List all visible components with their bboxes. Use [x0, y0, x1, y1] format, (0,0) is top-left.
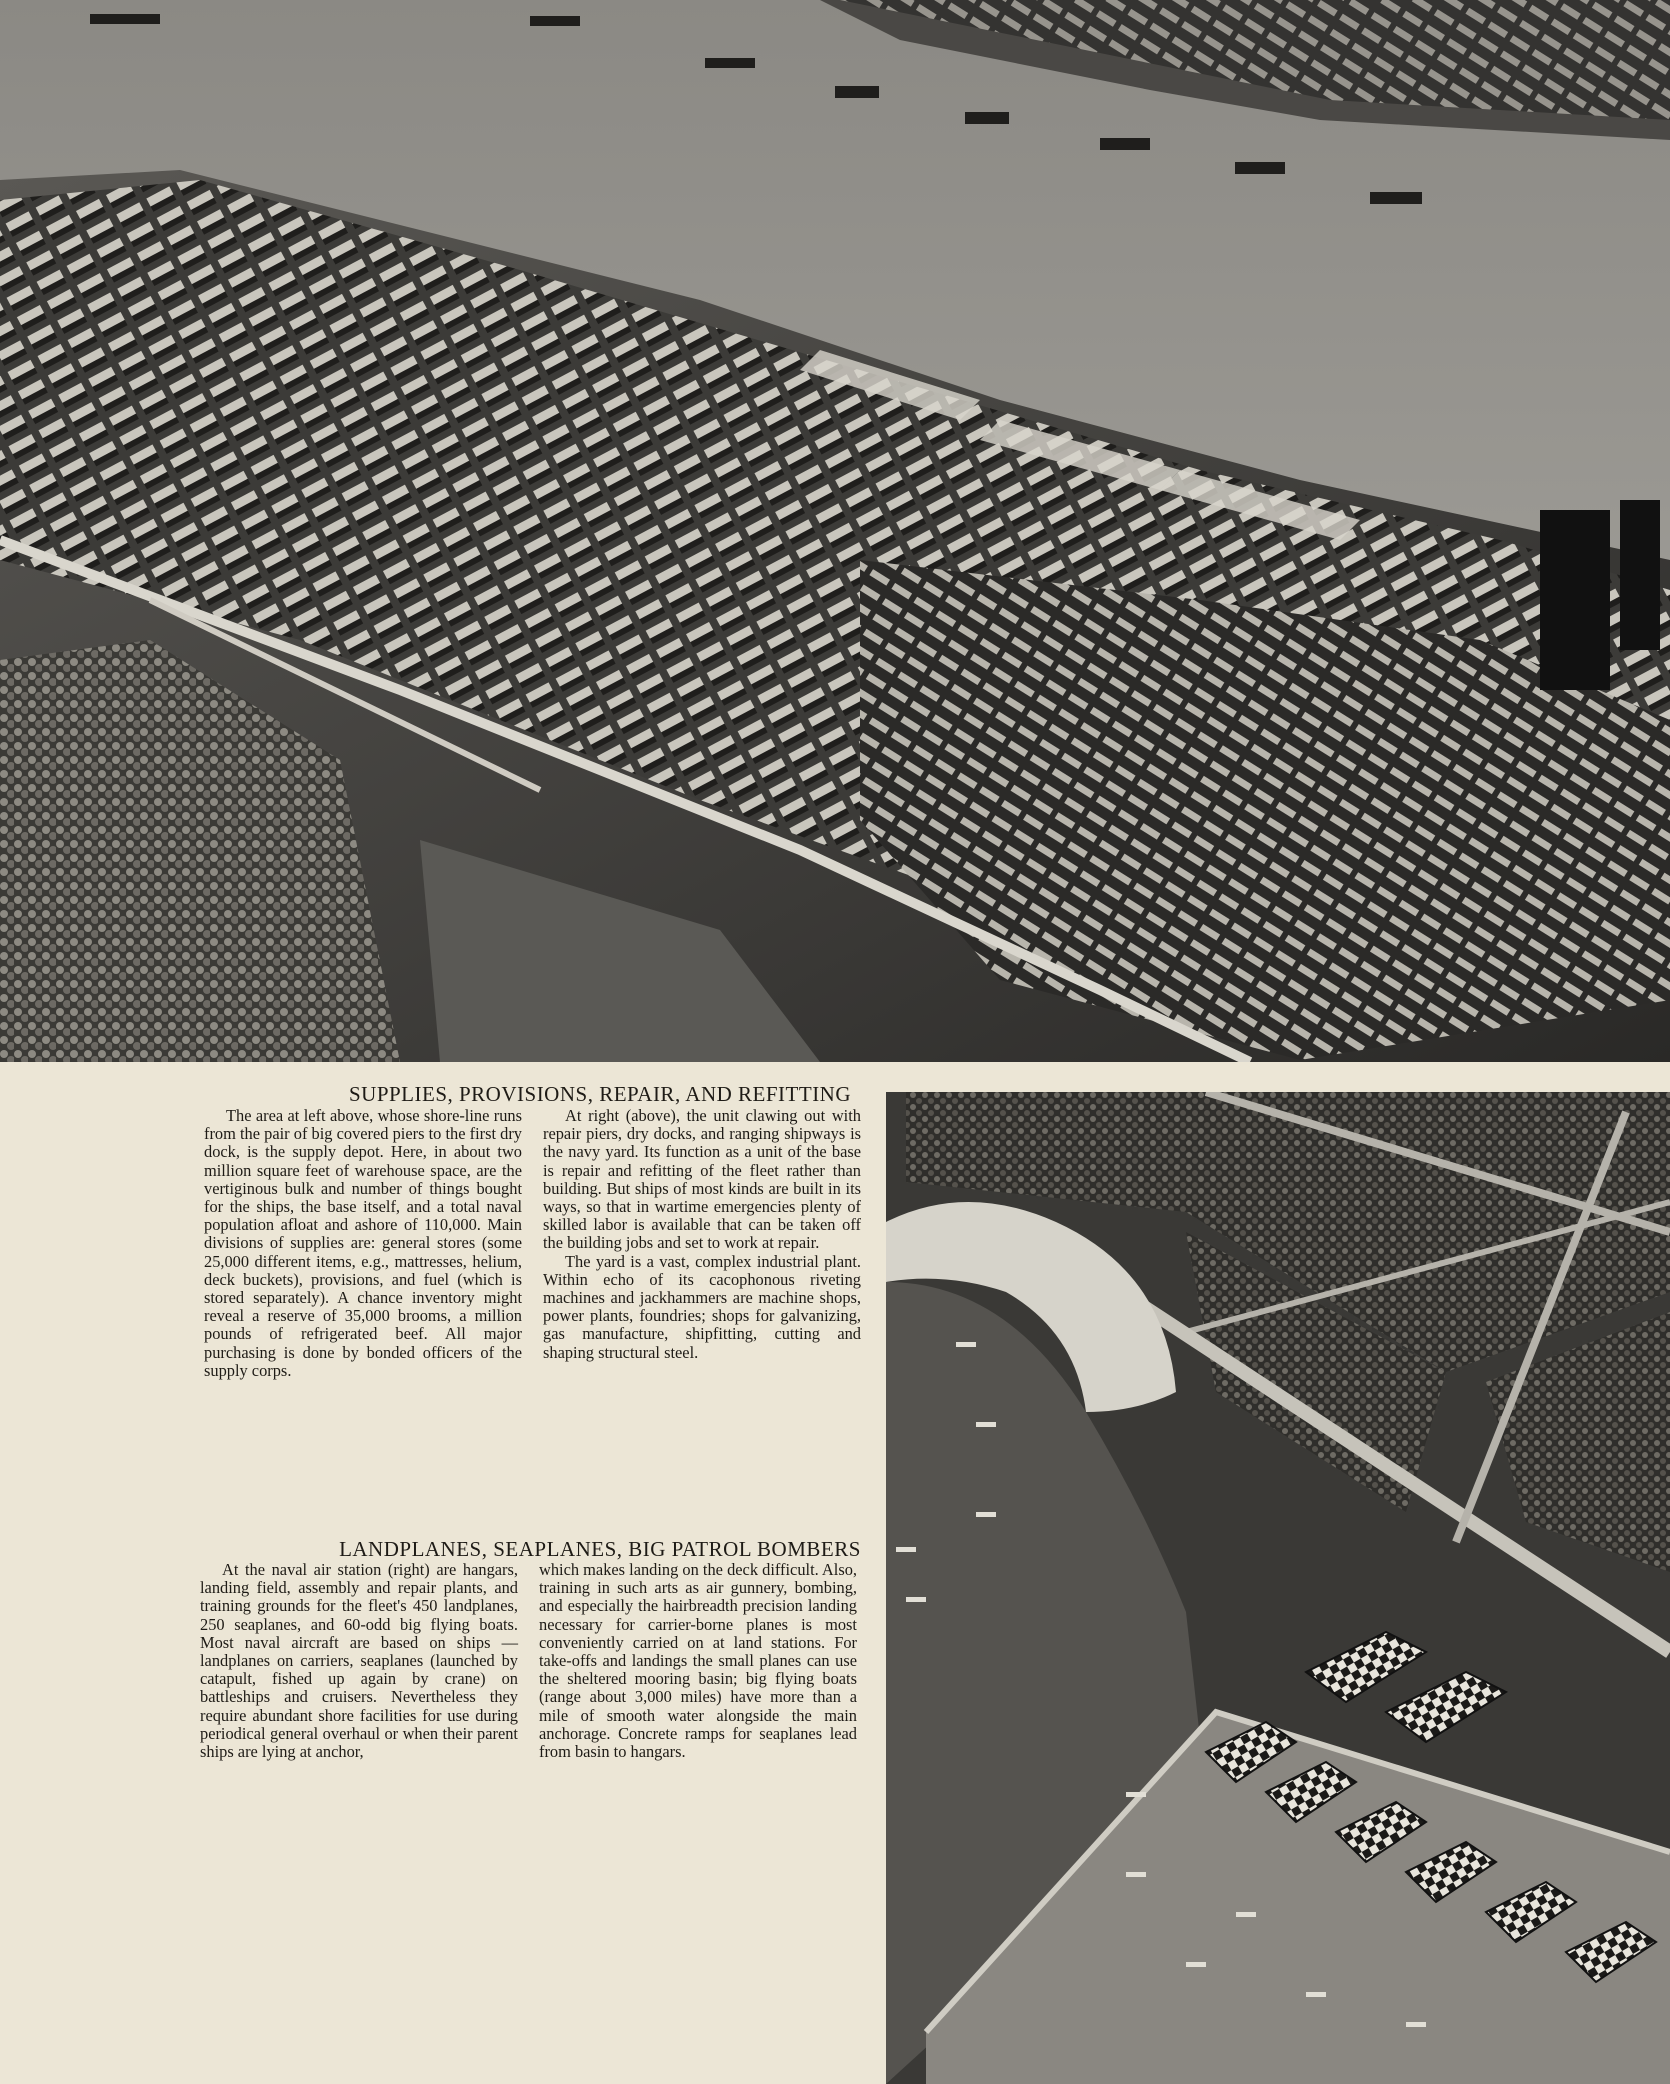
- naval-air-station-photo: [886, 1092, 1670, 2084]
- navy-yard-paragraph: At right (above), the unit clawing out with repair piers, dry docks, and ranging shipways is the navy yard. Its function as a unit of the base is repair and refitting of the fleet rather than building. But ships of most kinds are built in its ways, so that in wartime emergencies plenty of skilled labor is available that can be taken off the building jobs and set to work at repair.: [543, 1106, 861, 1253]
- supplies-depot-paragraph: The area at left above, whose shore-line runs from the pair of big covered piers to the first dry dock, is the supply depot. Here, in about two million square feet of warehouse space, are the vertiginous bulk and number of things bought for the ships, the base itself, and a total naval population afloat and ashore of 110,000. Main divisions of supplies are: general stores (some 25,000 different items, e.g., mattresses, helium, deck buckets), provisions, and fuel (which is stored separately). A chance inventory might reveal a reserve of 35,000 brooms, a million pounds of refrigerated beef. All major purchasing is done by bonded officers of the supply corps.: [204, 1106, 522, 1380]
- supplies-section-title: SUPPLIES, PROVISIONS, REPAIR, AND REFITTING: [348, 1082, 852, 1106]
- air-station-paragraph: At the naval air station (right) are hangars, landing field, assembly and repair plants, and training grounds for the fleet's 450 landplanes, 250 seaplanes, and 60-odd big flying boats. Most naval aircraft are based on ships —landplanes on carriers, seaplanes (launched by catapult, fished up again by crane) on battleships and cruisers. Nevertheless they require abundant shore facilities for use during periodical general overhaul or when their parent ships are lying at anchor,: [200, 1560, 518, 1762]
- industrial-plant-paragraph: The yard is a vast, complex industrial plant. Within echo of its cacophonous riveting machines and jackhammers are machine shops, power plants, foundries; shops for galvanizing, gas manufacture, shipfitting, cutting and shaping structural steel.: [543, 1251, 861, 1362]
- supplies-column-right: [543, 1107, 861, 1362]
- aviation-column-left: [200, 1561, 518, 1761]
- air-station-continued-paragraph: which makes landing on the deck difficult. Also, training in such arts as air gunnery, bombing, and especially the hairbreadth precision landing necessary for carrier-borne planes is most conveniently carried on at land stations. For take-offs and landings the small planes can use the sheltered mooring basin; big flying boats (range about 3,000 miles) have more than a mile of smooth water alongside the main anchorage. Concrete ramps for seaplanes lead from basin to hangars.: [539, 1560, 857, 1762]
- aviation-section-title: LANDPLANES, SEAPLANES, BIG PATROL BOMBERS: [339, 1537, 861, 1561]
- aviation-column-right: [539, 1561, 857, 1761]
- air-station-model-image: [886, 1092, 1670, 2084]
- supplies-column-left: [204, 1107, 522, 1380]
